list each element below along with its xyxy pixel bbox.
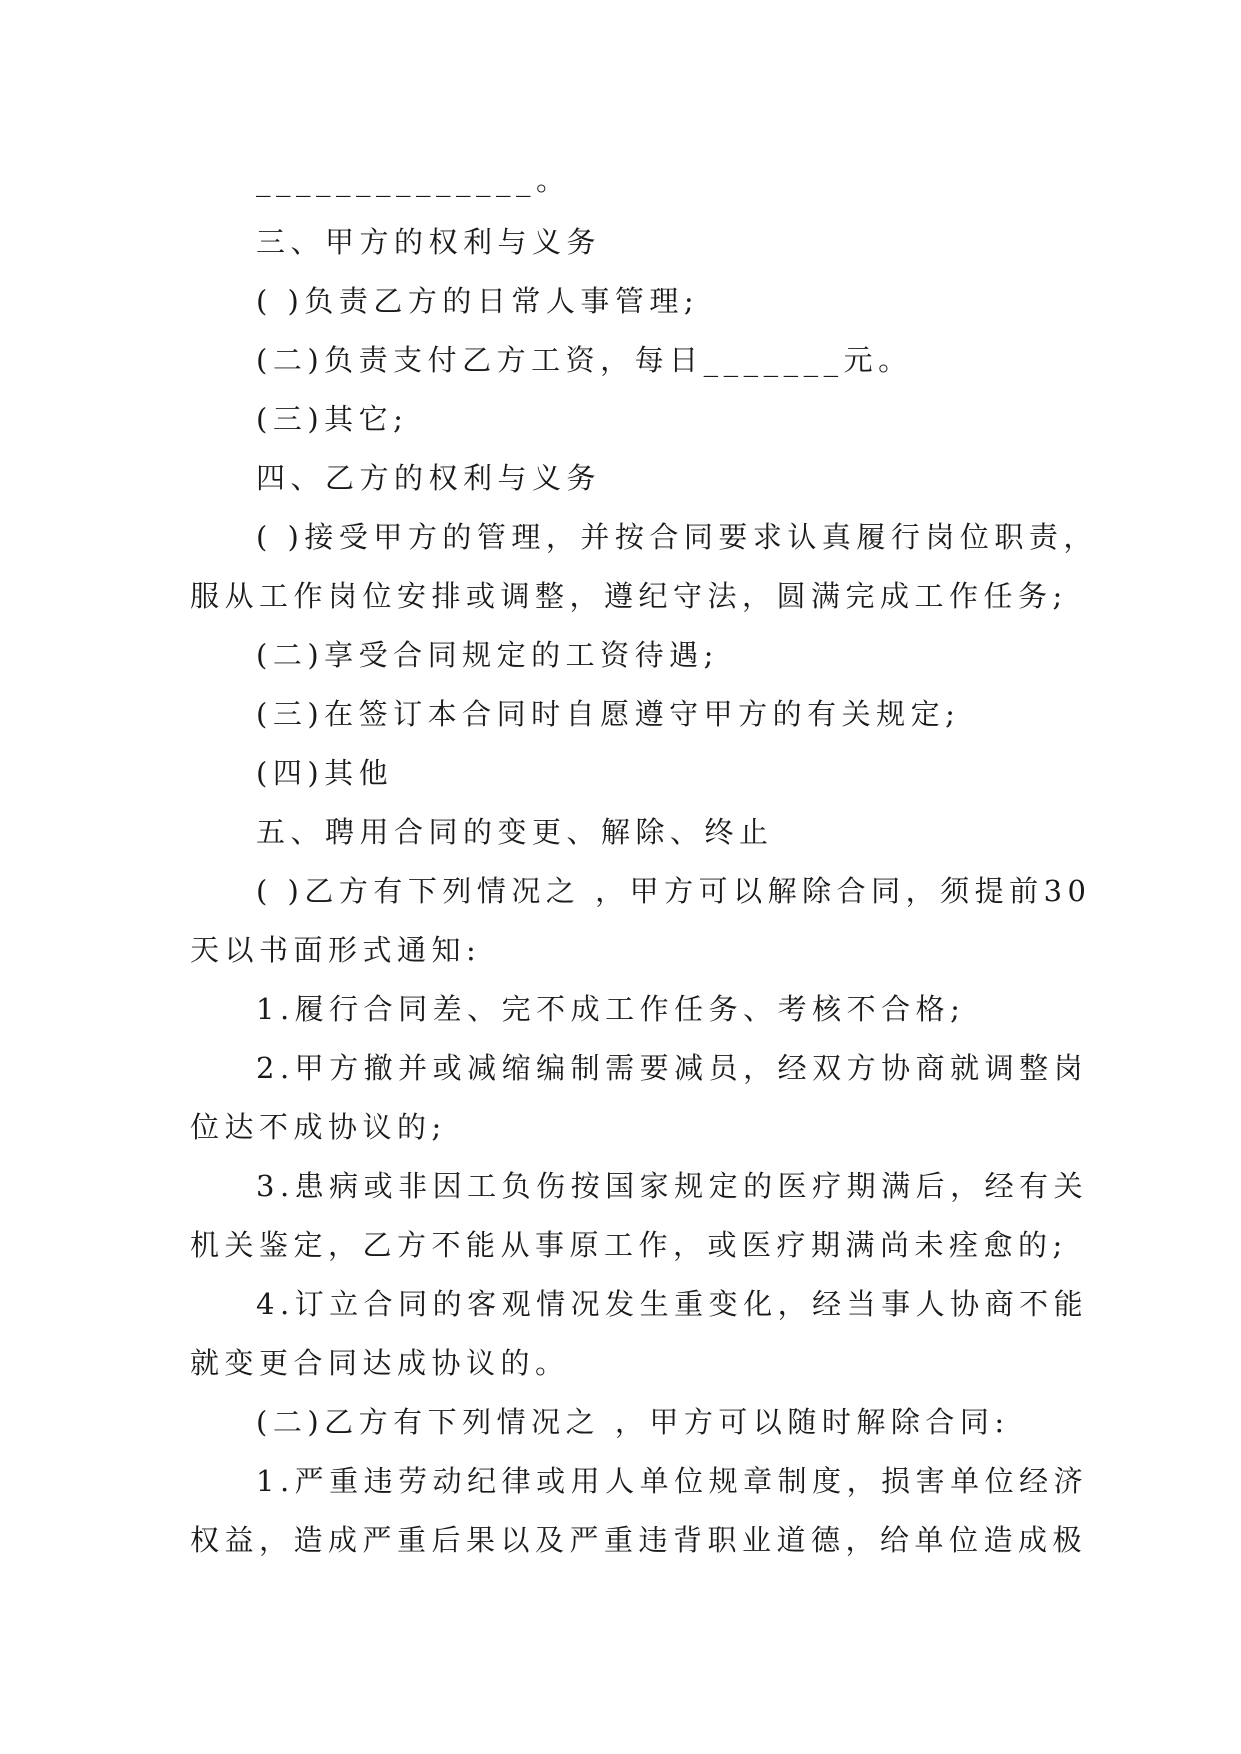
list-item: 1.严重违劳动纪律或用人单位规章制度，损害单位经济 [256, 1464, 1089, 1498]
paragraph-line: 机关鉴定，乙方不能从事原工作，或医疗期满尚未痊愈的; [190, 1228, 1068, 1262]
paragraph-line: ( )乙方有下列情况之 ，甲方可以解除合同，须提前30 [256, 874, 1092, 908]
paragraph-line: (四)其他 [256, 756, 394, 790]
section-heading-3: 三、甲方的权利与义务 [256, 225, 602, 259]
paragraph-line: (三)其它; [256, 402, 409, 436]
paragraph-line: ( )接受甲方的管理，并按合同要求认真履行岗位职责， [256, 520, 1098, 554]
paragraph-line: ( )负责乙方的日常人事管理; [256, 284, 700, 318]
paragraph-line: 位达不成协议的; [190, 1110, 447, 1144]
paragraph-line: (二)负责支付乙方工资，每日_______元。 [256, 343, 913, 377]
paragraph-line: 权益，造成严重后果以及严重违背职业道德，给单位造成极 [190, 1523, 1088, 1557]
paragraph-line: (三)在签订本合同时自愿遵守甲方的有关规定; [256, 697, 961, 731]
paragraph-line: 服从工作岗位安排或调整，遵纪守法，圆满完成工作任务; [190, 579, 1068, 613]
list-item: 4.订立合同的客观情况发生重变化，经当事人协商不能 [256, 1287, 1089, 1321]
section-heading-4: 四、乙方的权利与义务 [256, 461, 602, 495]
section-heading-5: 五、聘用合同的变更、解除、终止 [256, 815, 774, 849]
list-item: 2.甲方撤并或减缩编制需要减员，经双方协商就调整岗 [256, 1051, 1089, 1085]
paragraph-line: (二)乙方有下列情况之 ，甲方可以随时解除合同: [256, 1405, 1010, 1439]
blank-line: ______________。 [256, 163, 571, 197]
paragraph-line: 就变更合同达成协议的。 [190, 1346, 570, 1380]
paragraph-line: 天以书面形式通知: [190, 933, 482, 967]
list-item: 1.履行合同差、完不成工作任务、考核不合格; [256, 992, 966, 1026]
list-item: 3.患病或非因工负伤按国家规定的医疗期满后，经有关 [256, 1169, 1089, 1203]
paragraph-line: (二)享受合同规定的工资待遇; [256, 638, 719, 672]
